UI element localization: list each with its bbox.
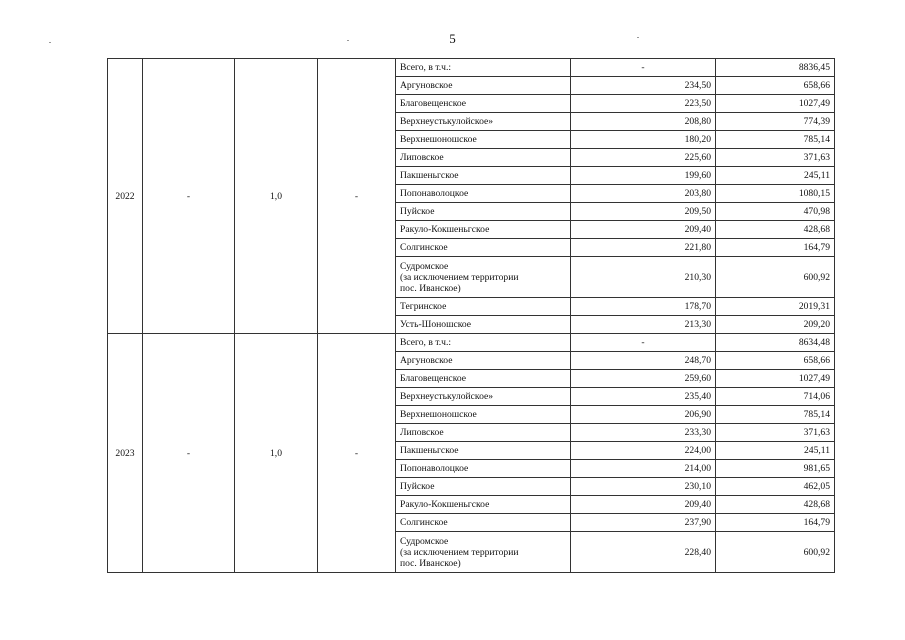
value-1: 248,70 — [571, 352, 716, 370]
value-2: 2019,31 — [716, 298, 835, 316]
value-2: 785,14 — [716, 131, 835, 149]
settlement-name: Верхнеустькулойское» — [396, 388, 571, 406]
value-1: 224,00 — [571, 442, 716, 460]
value-2: 600,92 — [716, 257, 835, 298]
value-1: 234,50 — [571, 77, 716, 95]
value-1: 233,30 — [571, 424, 716, 442]
settlement-name: Верхнеустькулойское» — [396, 113, 571, 131]
settlement-name: Пуйское — [396, 203, 571, 221]
settlement-name: Аргуновское — [396, 77, 571, 95]
dash-cell: - — [143, 59, 235, 334]
value-1: 214,00 — [571, 460, 716, 478]
value-1: 208,80 — [571, 113, 716, 131]
value-1: 199,60 — [571, 167, 716, 185]
value-1: - — [571, 334, 716, 352]
value-2: 371,63 — [716, 424, 835, 442]
coefficient-cell: 1,0 — [235, 334, 318, 573]
settlement-name: Всего, в т.ч.: — [396, 334, 571, 352]
settlement-name: Липовское — [396, 149, 571, 167]
value-2: 658,66 — [716, 352, 835, 370]
data-table — [107, 58, 835, 573]
settlement-name: Аргуновское — [396, 352, 571, 370]
value-1: 213,30 — [571, 316, 716, 334]
value-1: 209,40 — [571, 496, 716, 514]
value-2: 1027,49 — [716, 95, 835, 113]
value-1: 209,40 — [571, 221, 716, 239]
value-1: 206,90 — [571, 406, 716, 424]
table-row — [108, 59, 835, 77]
settlement-name: Судромское (за исключением территории пос. Иванское) — [396, 532, 571, 573]
value-2: 470,98 — [716, 203, 835, 221]
value-1: 259,60 — [571, 370, 716, 388]
value-2: 785,14 — [716, 406, 835, 424]
value-2: 245,11 — [716, 167, 835, 185]
value-2: 245,11 — [716, 442, 835, 460]
value-2: 428,68 — [716, 496, 835, 514]
value-2: 981,65 — [716, 460, 835, 478]
value-2: 658,66 — [716, 77, 835, 95]
settlement-name: Солгинское — [396, 514, 571, 532]
value-2: 600,92 — [716, 532, 835, 573]
value-1: 223,50 — [571, 95, 716, 113]
settlement-name: Попонаволоцкое — [396, 460, 571, 478]
value-2: 8634,48 — [716, 334, 835, 352]
settlement-name: Липовское — [396, 424, 571, 442]
value-1: 180,20 — [571, 131, 716, 149]
dash-cell: - — [318, 59, 396, 334]
settlement-name: Благовещенское — [396, 370, 571, 388]
value-1: 228,40 — [571, 532, 716, 573]
value-2: 462,05 — [716, 478, 835, 496]
settlement-name: Благовещенское — [396, 95, 571, 113]
settlement-name: Всего, в т.ч.: — [396, 59, 571, 77]
settlement-name: Пакшеньгское — [396, 167, 571, 185]
value-2: 164,79 — [716, 239, 835, 257]
value-2: 774,39 — [716, 113, 835, 131]
dash-cell: - — [318, 334, 396, 573]
table-row — [108, 334, 835, 352]
value-2: 1080,15 — [716, 185, 835, 203]
settlement-name: Судромское (за исключением территории пос. Иванское) — [396, 257, 571, 298]
value-1: 178,70 — [571, 298, 716, 316]
value-1: 210,30 — [571, 257, 716, 298]
value-1: - — [571, 59, 716, 77]
settlement-name: Верхнешоношское — [396, 131, 571, 149]
scan-speck — [49, 42, 51, 43]
scan-speck — [637, 37, 639, 38]
year-cell: 2022 — [108, 59, 143, 334]
value-2: 164,79 — [716, 514, 835, 532]
value-2: 1027,49 — [716, 370, 835, 388]
value-1: 235,40 — [571, 388, 716, 406]
value-2: 428,68 — [716, 221, 835, 239]
settlement-name: Пуйское — [396, 478, 571, 496]
value-1: 209,50 — [571, 203, 716, 221]
value-1: 203,80 — [571, 185, 716, 203]
value-1: 237,90 — [571, 514, 716, 532]
dash-cell: - — [143, 334, 235, 573]
settlement-name: Усть-Шоношское — [396, 316, 571, 334]
settlement-name: Попонаволоцкое — [396, 185, 571, 203]
coefficient-cell: 1,0 — [235, 59, 318, 334]
value-2: 209,20 — [716, 316, 835, 334]
settlement-name: Ракуло-Кокшеньгское — [396, 496, 571, 514]
settlement-name: Пакшеньгское — [396, 442, 571, 460]
year-cell: 2023 — [108, 334, 143, 573]
value-2: 8836,45 — [716, 59, 835, 77]
settlement-name: Солгинское — [396, 239, 571, 257]
value-1: 230,10 — [571, 478, 716, 496]
settlement-name: Ракуло-Кокшеньгское — [396, 221, 571, 239]
settlement-name: Тегринское — [396, 298, 571, 316]
value-2: 714,06 — [716, 388, 835, 406]
settlement-name: Верхнешоношское — [396, 406, 571, 424]
page-number: 5 — [449, 31, 456, 46]
value-2: 371,63 — [716, 149, 835, 167]
value-1: 225,60 — [571, 149, 716, 167]
value-1: 221,80 — [571, 239, 716, 257]
scan-speck — [347, 40, 349, 41]
table-body — [108, 59, 835, 573]
